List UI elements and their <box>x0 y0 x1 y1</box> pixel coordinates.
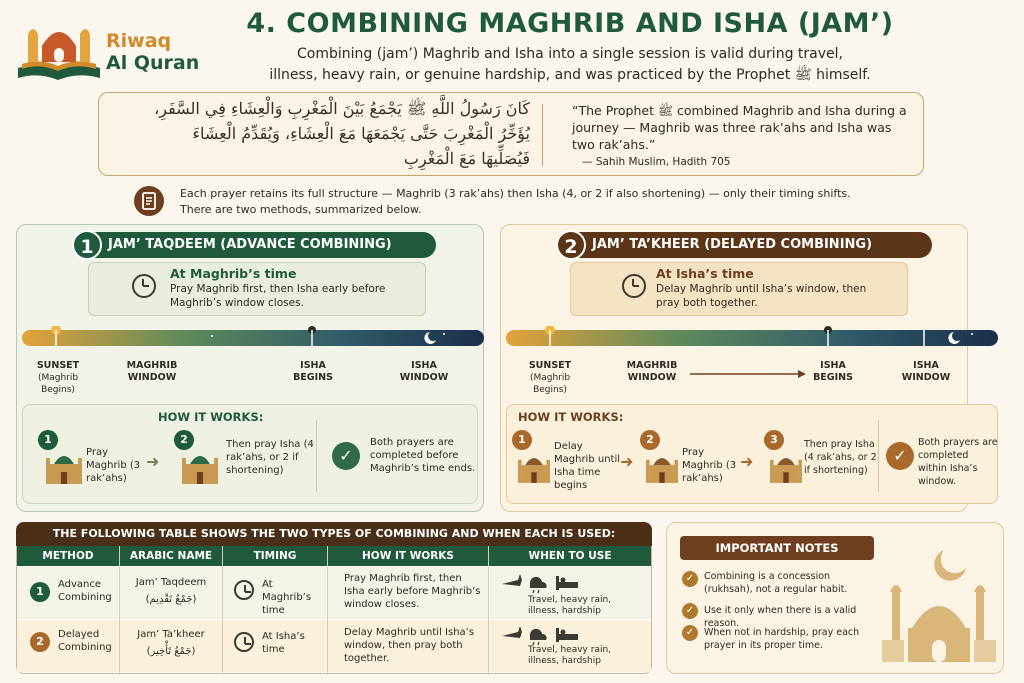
subtitle-line-2: illness, heavy rain, or genuine hardship, and was practiced by the Prophet ﷺ himself. <box>269 67 871 83</box>
taqdeem-tl-isha-begins: ISHA BEGINS <box>293 360 333 383</box>
hadith-arabic <box>110 96 530 171</box>
table-row1-timing: At Maghrib’s time <box>262 579 312 616</box>
takheer-title: JAM’ TA’KHEER (DELAYED COMBINING) <box>572 232 932 258</box>
page-subtitle <box>220 44 920 86</box>
takheer-step1-number: 1 <box>512 430 532 450</box>
takheer-tl-isha-begins: ISHA BEGINS <box>813 360 853 383</box>
airplane-icon <box>502 574 522 588</box>
taqdeem-tl-sunset-label: SUNSET <box>36 360 80 371</box>
taqdeem-tl-isha-window: ISHA WINDOW <box>399 360 449 383</box>
long-arrow-right-icon <box>690 364 808 383</box>
takheer-step2-number: 2 <box>640 430 660 450</box>
takheer-number-badge: 2 <box>556 230 586 260</box>
hadith-source: — Sahih Muslim, Hadith 705 <box>582 156 731 168</box>
takheer-step3-text: Then pray Isha (4 rak’ahs, or 2 if shortening) <box>804 439 877 476</box>
takheer-tl-sunset-label: SUNSET <box>528 360 572 371</box>
table-row2-arabic-name <box>122 628 220 658</box>
check-circle-icon: ✓ <box>886 442 914 470</box>
rain-cloud-icon <box>530 629 547 640</box>
table-column-divider <box>222 546 223 673</box>
takheer-how-divider <box>878 420 879 492</box>
rain-cloud-icon <box>530 577 547 588</box>
taqdeem-time-desc: Pray Maghrib first, then Isha early before Maghrib’s window closes. <box>170 283 386 309</box>
mosque-icon <box>518 446 550 490</box>
taqdeem-step1-number: 1 <box>38 430 58 450</box>
takheer-tl-maghrib: MAGHRIB WINDOW <box>626 360 678 383</box>
takheer-time-desc: Delay Maghrib until Isha’s window, then pray both together. <box>656 283 867 309</box>
check-circle-icon: ✓ <box>682 625 698 641</box>
takheer-tl-sunset-sub: (Maghrib Begins) <box>529 373 571 395</box>
taqdeem-tl-sunset-sub: (Maghrib Begins) <box>37 373 79 395</box>
note-item-3: When not in hardship, pray each prayer in its proper time. <box>704 627 860 651</box>
takheer-tl-sunset <box>522 360 578 396</box>
arrow-right-icon: ➜ <box>740 452 754 471</box>
table-row1-arabic-latin: Jam’ Taqdeem <box>135 577 207 588</box>
hadith-arabic-line-1: كَانَ رَسُولُ اللَّهِ ﷺ يَجْمَعُ بَيْنَ الْمَغْرِبِ وَالْعِشَاءِ فِي السَّفَرِ، <box>154 99 530 118</box>
page-title: 4. COMBINING MAGHRIB AND ISHA (JAM’) <box>246 8 894 39</box>
info-line-2: There are two methods, summarized below. <box>180 203 422 216</box>
document-icon <box>134 186 164 216</box>
takheer-result: Both prayers are completed within Isha’s window. <box>918 437 998 487</box>
hadith-arabic-line-2: يُؤَخِّرُ الْمَغْرِبَ حَتَّى يَجْمَعَهَا مَعَ الْعِشَاءِ، وَيُقَدِّمُ الْعِشَاءَ <box>192 124 530 143</box>
table-header-arabic-name: ARABIC NAME <box>120 546 222 566</box>
mosque-silhouette-icon <box>878 540 1000 670</box>
note-item-2: Use it only when there is a valid reason. <box>704 605 857 629</box>
bed-icon <box>556 582 578 588</box>
note-item-1: Combining is a concession (rukhsah), not a regular habit. <box>704 571 848 595</box>
table-row1-arabic-script: (جَمْعُ تَقْدِيم) <box>145 594 197 605</box>
airplane-icon <box>502 626 522 640</box>
clock-icon <box>234 580 254 600</box>
notes-title: IMPORTANT NOTES <box>680 536 874 560</box>
takheer-timeline <box>506 326 998 350</box>
table-row1-method: Advance Combining <box>58 579 112 603</box>
hadith-divider <box>542 104 543 166</box>
takheer-how-title: HOW IT WORKS: <box>518 410 624 424</box>
taqdeem-step1-text: Pray Maghrib (3 rak’ahs) <box>86 447 141 484</box>
mosque-icon <box>770 446 802 490</box>
takheer-tl-isha-window: ISHA WINDOW <box>901 360 951 383</box>
logo-text-al-quran: Al Quran <box>106 52 200 74</box>
table-header-method: METHOD <box>17 546 119 566</box>
table-column-divider <box>327 546 328 673</box>
check-circle-icon: ✓ <box>682 571 698 587</box>
taqdeem-how-title: HOW IT WORKS: <box>158 410 264 424</box>
info-text <box>180 186 880 218</box>
subtitle-line-1: Combining (jam’) Maghrib and Isha into a single session is valid during travel, <box>297 46 843 62</box>
takheer-step3-number: 3 <box>764 430 784 450</box>
table-header-timing: TIMING <box>223 546 327 566</box>
taqdeem-result: Both prayers are completed before Maghrib’s time ends. <box>370 437 476 474</box>
table-column-divider <box>119 546 120 673</box>
takheer-time-title: At Isha’s time <box>656 266 754 281</box>
taqdeem-timeline <box>22 326 484 350</box>
clock-icon <box>622 274 646 298</box>
table-row2-arabic-latin: Jam’ Ta’kheer <box>137 629 205 640</box>
table-row1-number: 1 <box>30 582 50 602</box>
bed-icon <box>556 634 578 640</box>
taqdeem-title: JAM’ TAQDEEM (ADVANCE COMBINING) <box>88 232 436 258</box>
mosque-icon <box>182 444 218 490</box>
takheer-step2-text: Pray Maghrib (3 rak’ahs) <box>682 447 737 484</box>
table-row1-when: Travel, heavy rain, illness, hardship <box>528 595 612 616</box>
table-row2-arabic-script: (جَمْعُ تَأْخِير) <box>146 646 196 657</box>
table-row2-when: Travel, heavy rain, illness, hardship <box>528 645 612 666</box>
table-row2-timing: At Isha’s time <box>262 631 305 655</box>
table-row2-method: Delayed Combining <box>58 629 112 653</box>
taqdeem-tl-maghrib: MAGHRIB WINDOW <box>126 360 178 383</box>
table-row1-arabic-name <box>122 576 220 606</box>
table-header-when-to-use: WHEN TO USE <box>489 546 651 566</box>
clock-icon <box>234 632 254 652</box>
taqdeem-time-title: At Maghrib’s time <box>170 266 297 281</box>
taqdeem-step2-number: 2 <box>174 430 194 450</box>
taqdeem-step2-text: Then pray Isha (4 rak’ahs, or 2 if shortening) <box>226 439 314 476</box>
table-title: THE FOLLOWING TABLE SHOWS THE TWO TYPES OF COMBINING AND WHEN EACH IS USED: <box>16 522 652 546</box>
clock-icon <box>132 274 156 298</box>
logo-text-riwaq: Riwaq <box>106 30 172 52</box>
taqdeem-number-badge: 1 <box>72 230 102 260</box>
table-header-how-it-works: HOW IT WORKS <box>328 546 488 566</box>
taqdeem-how-divider <box>316 420 317 492</box>
mosque-icon <box>646 446 678 490</box>
check-circle-icon: ✓ <box>332 442 360 470</box>
table-column-divider <box>488 546 489 673</box>
info-line-1: Each prayer retains its full structure — Maghrib (3 rak’ahs) then Isha (4, or 2 if also shortening) — only their timing shifts. <box>180 187 851 200</box>
mosque-icon <box>46 444 82 490</box>
takheer-step1-text: Delay Maghrib until Isha time begins <box>554 441 621 491</box>
mosque-book-logo-icon <box>14 12 104 86</box>
table-row2-how: Delay Maghrib until Isha’s window, then pray both together. <box>344 627 475 664</box>
arrow-right-icon: ➜ <box>146 452 160 471</box>
arrow-right-icon: ➜ <box>620 452 634 471</box>
check-circle-icon: ✓ <box>682 603 698 619</box>
table-row2-number: 2 <box>30 632 50 652</box>
hadith-translation: “The Prophet ﷺ combined Maghrib and Isha during a journey — Maghrib was three rak’ahs and Isha was two rak’ahs.” <box>572 103 907 152</box>
table-row1-how: Pray Maghrib first, then Isha early before Maghrib’s window closes. <box>344 573 481 610</box>
taqdeem-tl-sunset <box>30 360 86 396</box>
hadith-arabic-line-3: فَيُصَلِّيهَا مَعَ الْمَغْرِبِ <box>403 149 530 168</box>
